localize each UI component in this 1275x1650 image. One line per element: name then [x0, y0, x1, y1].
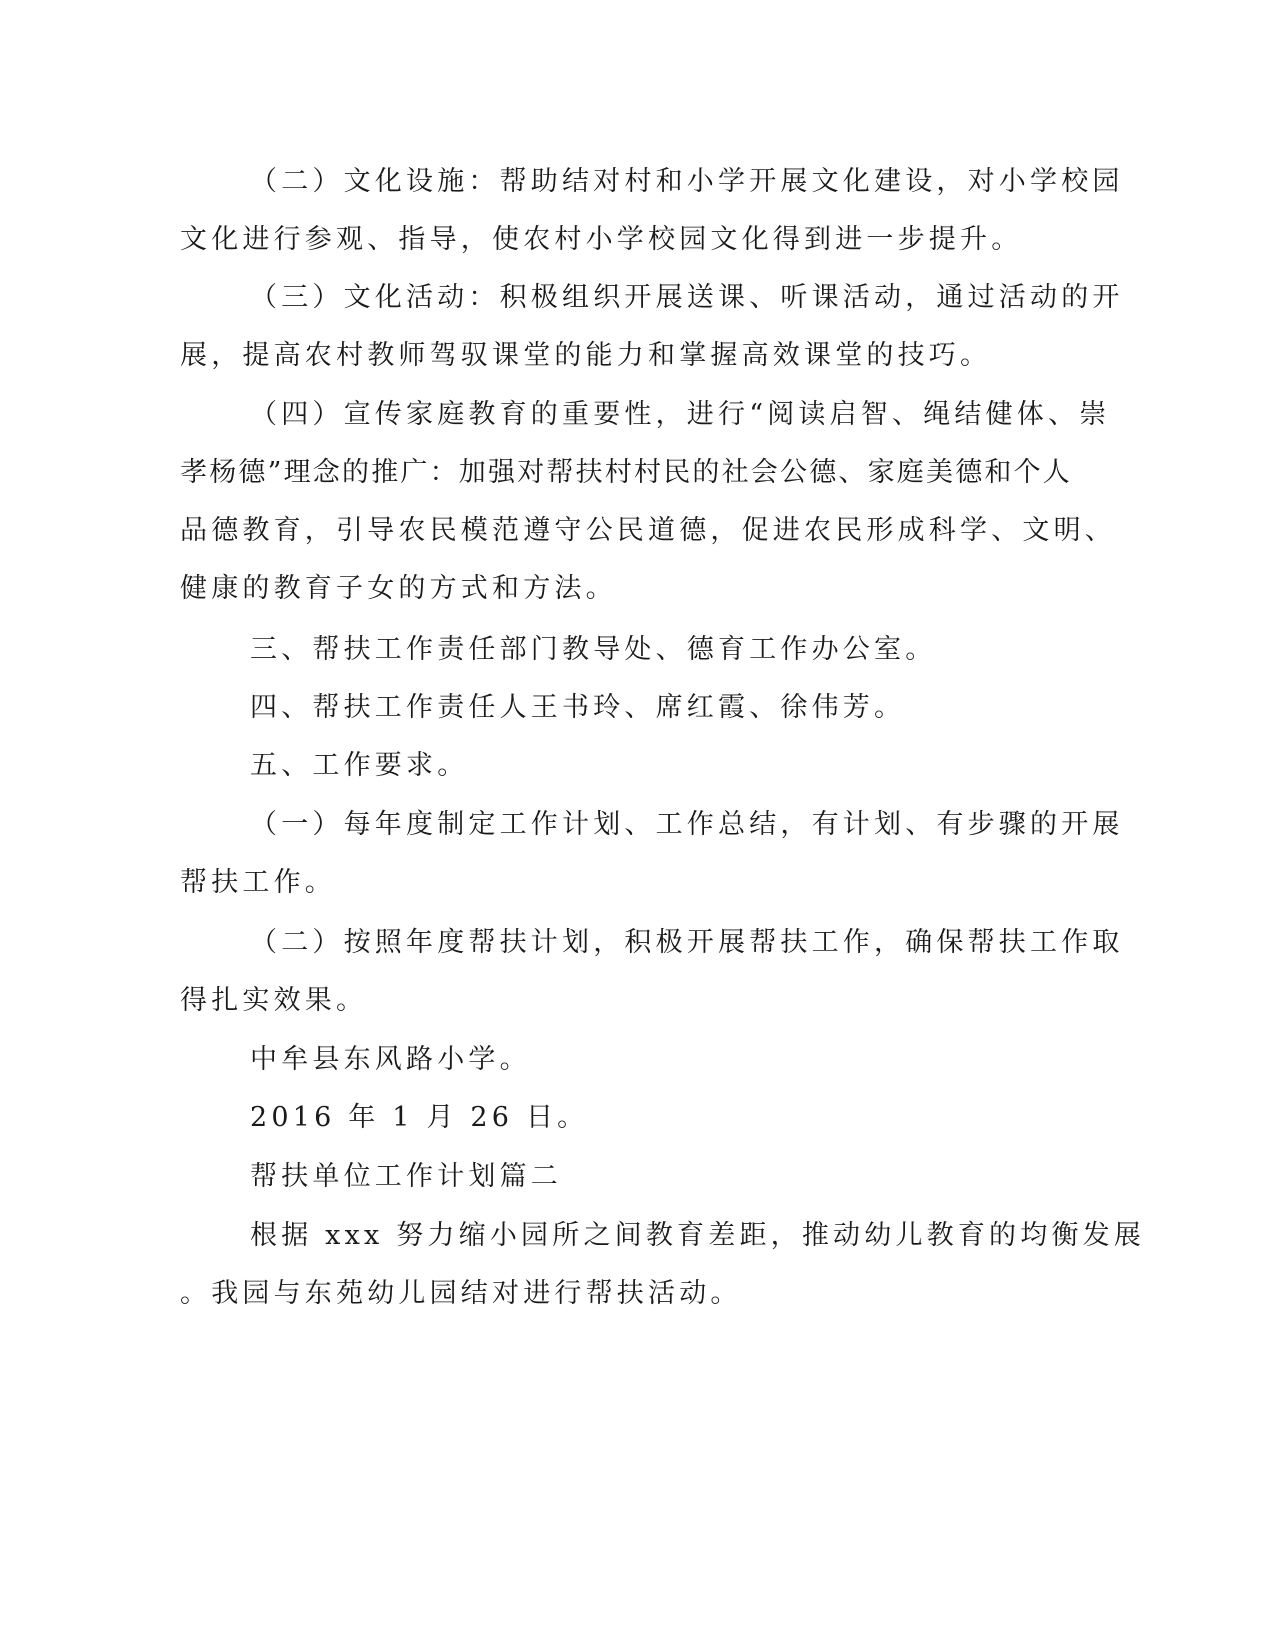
- signature-date: 2016 年 1 月 26 日。: [250, 1102, 589, 1133]
- paragraph-line: （二）按照年度帮扶计划，积极开展帮扶工作，确保帮扶工作取: [250, 927, 1124, 958]
- paragraph-line: （一）每年度制定工作计划、工作总结，有计划、有步骤的开展: [250, 809, 1124, 840]
- paragraph-line: 品德教育，引导农民模范遵守公民道德，促进农民形成科学、文明、: [180, 515, 1116, 546]
- paragraph-line: 得扎实效果。: [180, 985, 368, 1016]
- paragraph-line: 四、帮扶工作责任人王书玲、席红霞、徐伟芳。: [250, 692, 906, 723]
- paragraph-line: 文化进行参观、指导，使农村小学校园文化得到进一步提升。: [180, 224, 1023, 255]
- paragraph-line: 五、工作要求。: [250, 750, 469, 781]
- signature-school-name: 中牟县东风路小学。: [250, 1044, 531, 1075]
- paragraph-line: （二）文化设施：帮助结对村和小学开展文化建设，对小学校园: [250, 166, 1124, 197]
- paragraph-line: （四）宣传家庭教育的重要性，进行“阅读启智、绳结健体、崇: [250, 399, 1111, 430]
- section-title: 帮扶单位工作计划篇二: [250, 1161, 562, 1192]
- paragraph-line: 三、帮扶工作责任部门教导处、德育工作办公室。: [250, 634, 937, 665]
- paragraph-line: 。我园与东苑幼儿园结对进行帮扶活动。: [180, 1278, 742, 1309]
- paragraph-line: 根据 xxx 努力缩小园所之间教育差距，推动幼儿教育的均衡发展: [250, 1220, 1146, 1251]
- paragraph-line: 健康的教育子女的方式和方法。: [180, 573, 617, 604]
- paragraph-line: 孝杨德”理念的推广：加强对帮扶村村民的社会公德、家庭美德和个人: [180, 457, 1073, 488]
- paragraph-line: 展，提高农村教师驾驭课堂的能力和掌握高效课堂的技巧。: [180, 340, 992, 371]
- paragraph-line: 帮扶工作。: [180, 867, 336, 898]
- paragraph-line: （三）文化活动：积极组织开展送课、听课活动，通过活动的开: [250, 282, 1124, 313]
